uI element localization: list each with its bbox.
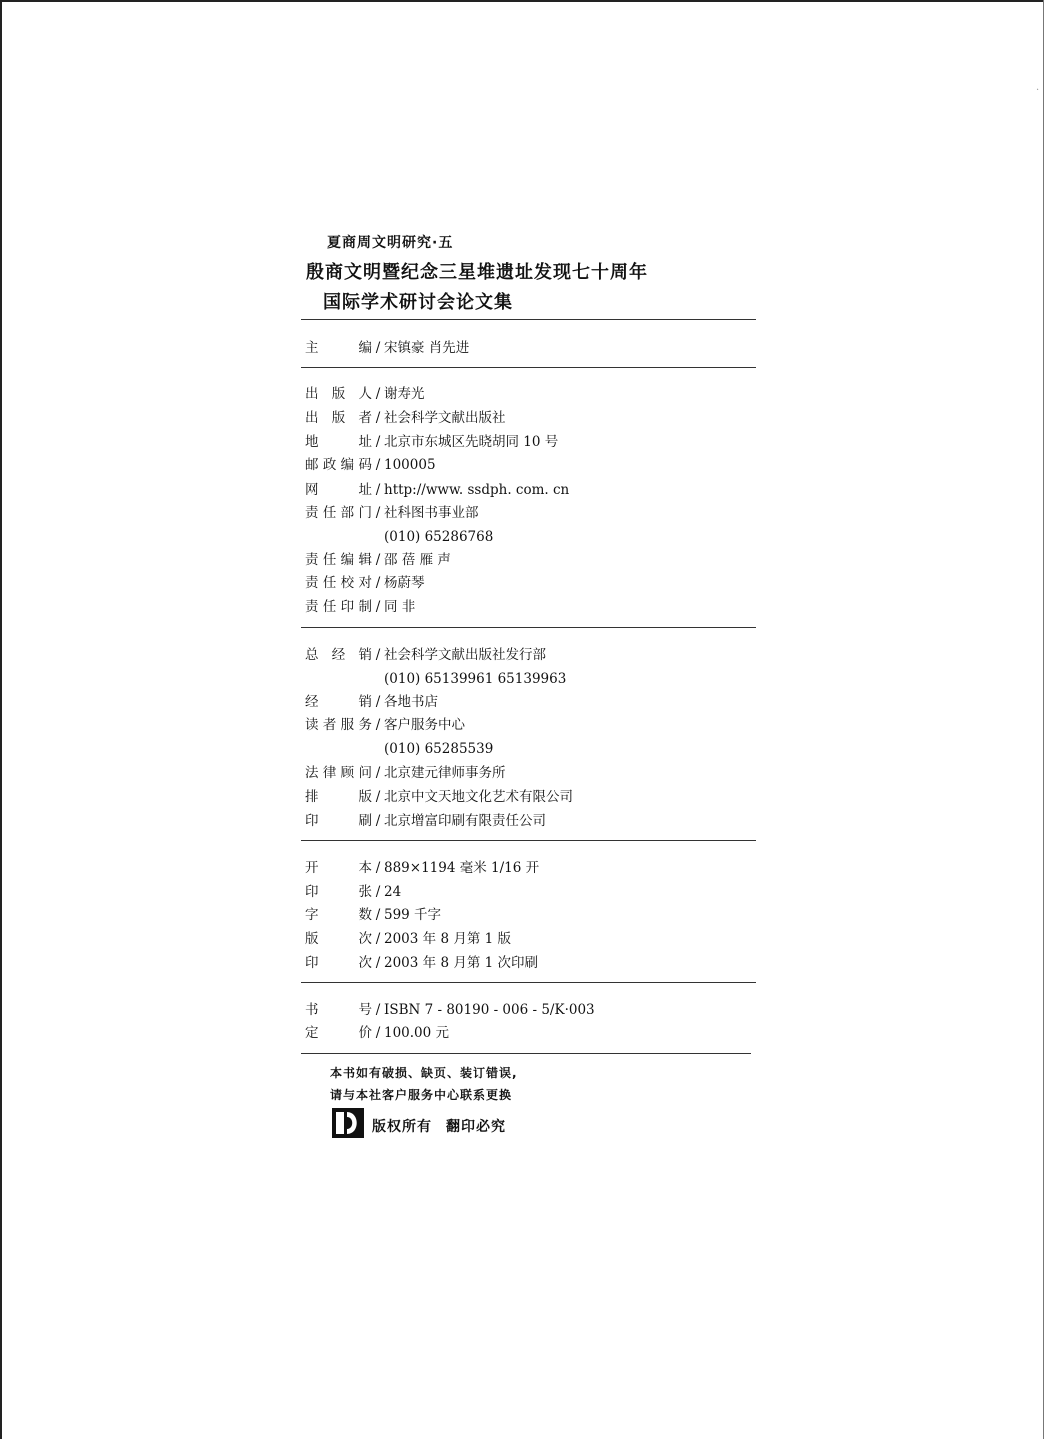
- book-title-line1: 殷商文明暨纪念三星堆遗址发现七十周年: [306, 262, 648, 283]
- info-row: [305, 954, 538, 972]
- separator: /: [375, 457, 381, 473]
- info-row: [305, 883, 401, 901]
- separator: /: [375, 884, 381, 900]
- info-value: 北京增富印刷有限责任公司: [384, 813, 546, 829]
- separator: /: [375, 1025, 381, 1041]
- info-row-editors: [305, 339, 469, 357]
- separator: /: [375, 860, 381, 876]
- info-value: 北京建元律师事务所: [384, 765, 506, 781]
- info-row: [305, 504, 479, 522]
- separator: /: [375, 386, 381, 402]
- separator: /: [375, 717, 381, 733]
- info-row: [305, 693, 438, 711]
- info-label: 印次: [305, 955, 372, 971]
- info-label: 排版: [305, 789, 372, 805]
- separator: /: [375, 789, 381, 805]
- info-row: [305, 646, 546, 664]
- info-value: 杨蔚琴: [384, 575, 425, 591]
- info-value: 889×1194 毫米 1/16 开: [384, 860, 540, 876]
- info-continuation: (010) 65285539: [384, 741, 494, 757]
- info-value: 北京市东城区先晓胡同 10 号: [384, 434, 559, 450]
- info-row: [305, 598, 415, 616]
- separator: /: [375, 482, 381, 498]
- info-value: 社会科学文献出版社: [384, 410, 506, 426]
- divider: [301, 627, 756, 628]
- info-row: [305, 1024, 449, 1042]
- divider: [301, 319, 756, 320]
- page-border-left: [0, 0, 2, 1439]
- info-label: 读者服务: [305, 717, 372, 733]
- info-value: 邵 蓓 雁 声: [384, 552, 451, 568]
- info-value: 社会科学文献出版社发行部: [384, 647, 546, 663]
- info-label: 法律顾问: [305, 765, 372, 781]
- notice-line1: 本书如有破损、缺页、装订错误,: [330, 1066, 518, 1080]
- info-value: 北京中文天地文化艺术有限公司: [384, 789, 573, 805]
- series-title: 夏商周文明研究·五: [327, 235, 454, 251]
- info-label: 责任编辑: [305, 552, 372, 568]
- info-value: 599 千字: [384, 907, 442, 923]
- info-value: 100005: [384, 457, 436, 473]
- info-label: 定价: [305, 1025, 372, 1041]
- info-row: [305, 481, 569, 499]
- page-border-top: [0, 0, 1044, 2]
- copyright-text: 版权所有: [372, 1119, 432, 1135]
- notice-line2: 请与本社客户服务中心联系更换: [330, 1088, 513, 1102]
- info-value: ISBN 7 - 80190 - 006 - 5/K·003: [384, 1002, 595, 1018]
- info-value: 2003 年 8 月第 1 次印刷: [384, 955, 538, 971]
- info-label: 字数: [305, 907, 372, 923]
- divider: [301, 840, 756, 841]
- info-label: 责任部门: [305, 505, 372, 521]
- info-row: [305, 788, 573, 806]
- separator: /: [375, 694, 381, 710]
- separator: /: [375, 575, 381, 591]
- separator: /: [375, 813, 381, 829]
- separator: /: [375, 1002, 381, 1018]
- info-label: 总经销: [305, 647, 372, 663]
- info-value: 宋镇豪 肖先进: [384, 340, 470, 356]
- separator: /: [375, 765, 381, 781]
- separator: /: [375, 434, 381, 450]
- info-row: [305, 764, 506, 782]
- info-label: 印张: [305, 884, 372, 900]
- info-value: 2003 年 8 月第 1 版: [384, 931, 511, 947]
- no-reprint-text: 翻印必究: [446, 1119, 506, 1135]
- separator: /: [375, 552, 381, 568]
- info-label: 版次: [305, 931, 372, 947]
- info-label: 开本: [305, 860, 372, 876]
- info-row: [305, 1001, 595, 1019]
- info-value: 24: [384, 884, 402, 900]
- info-row: [305, 551, 451, 569]
- separator: /: [375, 410, 381, 426]
- separator: /: [375, 647, 381, 663]
- info-row: [305, 859, 539, 877]
- info-value: 社科图书事业部: [384, 505, 479, 521]
- info-value: 100.00 元: [384, 1025, 450, 1041]
- info-row: [305, 385, 425, 403]
- info-label: 责任校对: [305, 575, 372, 591]
- separator: /: [375, 599, 381, 615]
- info-value: 同 非: [384, 599, 416, 615]
- info-row: [305, 716, 465, 734]
- divider: [301, 367, 756, 368]
- info-label: 经销: [305, 694, 372, 710]
- info-row: [305, 574, 425, 592]
- info-value: 各地书店: [384, 694, 438, 710]
- info-continuation: (010) 65139961 65139963: [384, 671, 567, 687]
- info-row: [305, 906, 441, 924]
- info-row: [305, 930, 511, 948]
- info-label: 印刷: [305, 813, 372, 829]
- info-label: 责任印制: [305, 599, 372, 615]
- scan-mark: .: [1036, 82, 1040, 93]
- divider: [301, 982, 756, 983]
- info-value: 谢寿光: [384, 386, 425, 402]
- info-row: [305, 409, 506, 427]
- info-label: 书号: [305, 1002, 372, 1018]
- info-label: 邮政编码: [305, 457, 372, 473]
- info-label: 出版人: [305, 386, 372, 402]
- info-value: 客户服务中心: [384, 717, 465, 733]
- info-row: [305, 812, 546, 830]
- info-row: [305, 456, 436, 474]
- info-label: 主编: [305, 340, 372, 356]
- info-label: 地址: [305, 434, 372, 450]
- book-title-line2: 国际学术研讨会论文集: [323, 292, 513, 313]
- separator: /: [375, 907, 381, 923]
- info-row: [305, 433, 558, 451]
- info-continuation: (010) 65286768: [384, 529, 494, 545]
- info-value: http://www. ssdph. com. cn: [384, 482, 570, 498]
- ssdph-logo-icon: [332, 1108, 364, 1138]
- separator: /: [375, 931, 381, 947]
- divider: [301, 1053, 751, 1054]
- info-label: 出版者: [305, 410, 372, 426]
- copyright-notice: [372, 1116, 506, 1136]
- separator: /: [375, 505, 381, 521]
- separator: /: [375, 955, 381, 971]
- info-label: 网址: [305, 482, 372, 498]
- separator: /: [375, 340, 381, 356]
